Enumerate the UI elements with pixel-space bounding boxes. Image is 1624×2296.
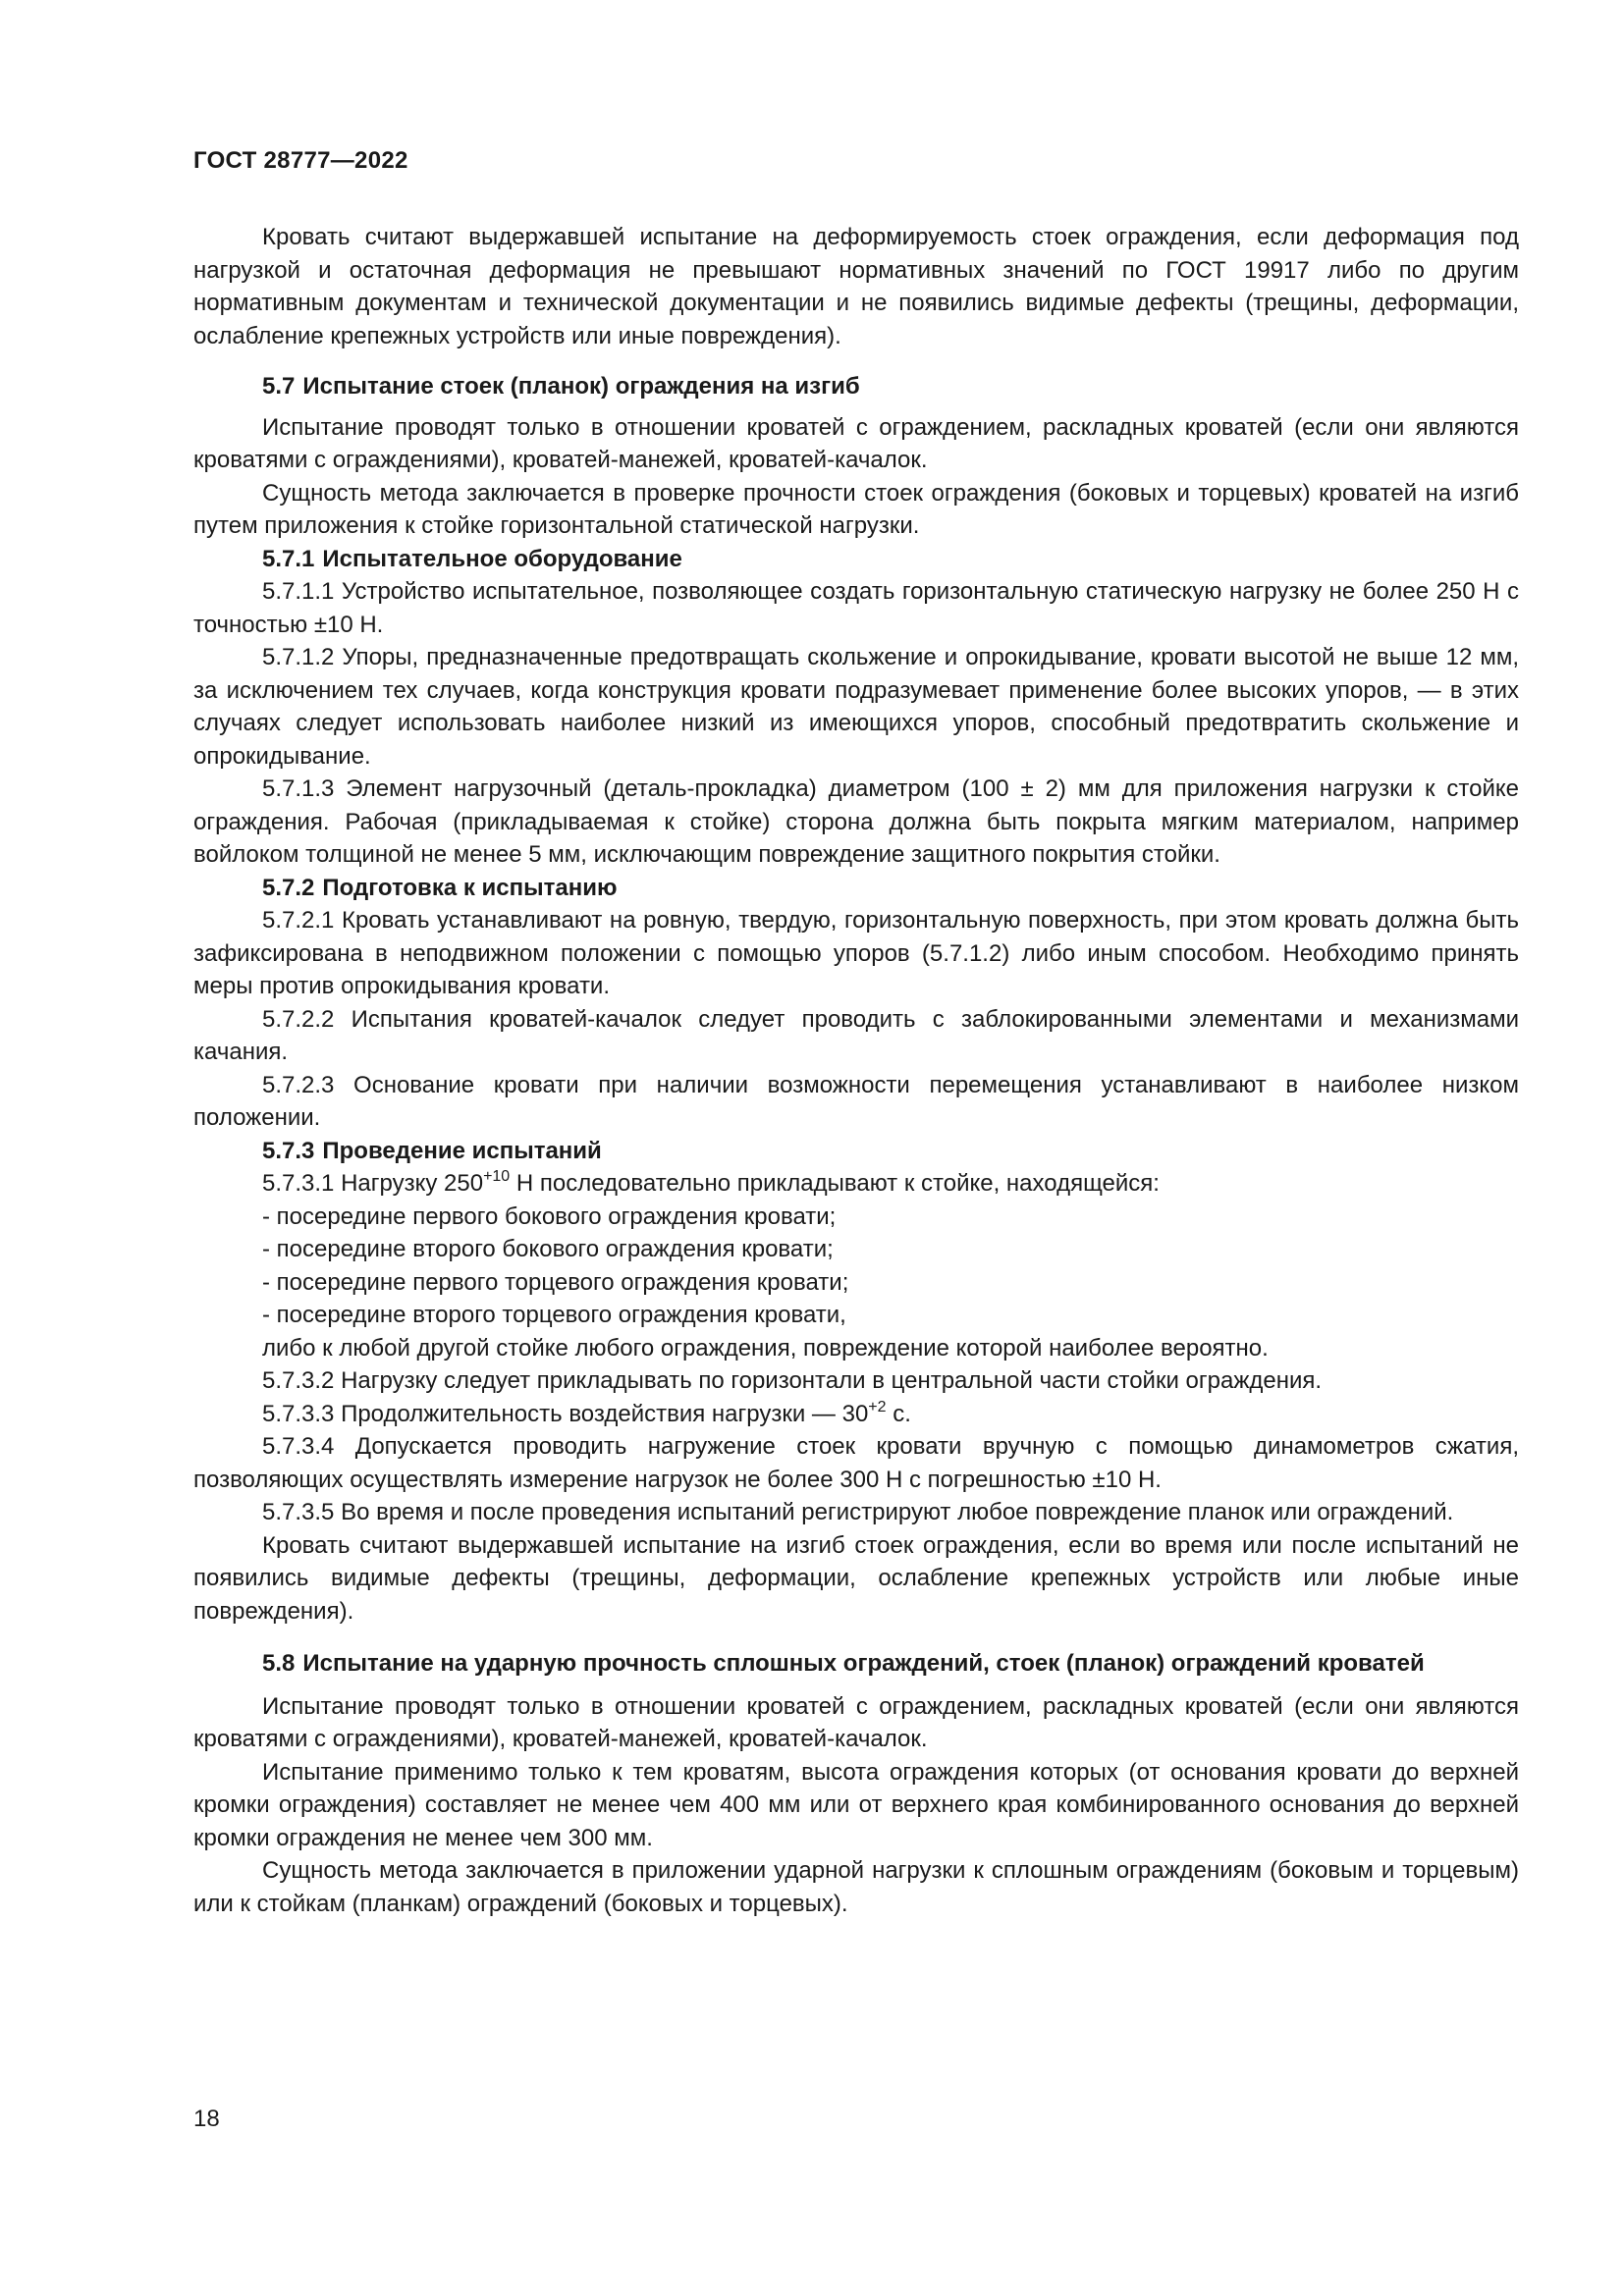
paragraph-5-7-2-3: 5.7.2.3 Основание кровати при наличии возможности перемещения устанавливают в наиболее низком положении. — [193, 1071, 1519, 1131]
section-number: 5.7 — [262, 373, 296, 400]
paragraph-list-end: либо к любой другой стойке любого ограждения, повреждение которой наиболее вероятно. — [262, 1334, 1269, 1362]
paragraph-method-5-8: Сущность метода заключается в приложении ударной нагрузки к сплошным ограждениям (боковым и торцевым) или к стойкам (планкам) ограждений (боковых и торцевых). — [193, 1857, 1519, 1917]
text-run: 5.7.3.1 Нагрузку 250 — [262, 1170, 484, 1197]
paragraph-5-7-2-1: 5.7.2.1 Кровать устанавливают на ровную, твердую, горизонтальную поверхность, при этом кровать должна быть зафиксирована в неподвижном положении с помощью упоров (5.7.1.2) либо иным способом. Необходимо принять меры против опрокидывания кровати. — [193, 907, 1519, 999]
section-number: 5.7.2 — [262, 874, 315, 901]
subsection-heading-5-7-2 — [193, 872, 1519, 905]
paragraph-method: Сущность метода заключается в проверке прочности стоек ограждения (боковых и торцевых) кроватей на изгиб путем приложения к стойке горизонтальной статической нагрузки. — [193, 479, 1519, 539]
text-run: с. — [886, 1400, 911, 1427]
paragraph-5-7-3-1 — [193, 1167, 1519, 1201]
section-number: 5.8 — [262, 1650, 296, 1677]
paragraph-5-7-1-3: 5.7.1.3 Элемент нагрузочный (деталь-прокладка) диаметром (100 ± 2) мм для приложения нагрузки к стойке ограждения. Рабочая (прикладываемая к стойке) сторона должна быть покрыта мягким материалом, например войлоком толщиной не менее 5 мм, исключающим повреждение защитного покрытия стойки. — [193, 775, 1519, 868]
page-number: 18 — [193, 2106, 220, 2132]
text-run: Н последовательно прикладывают к стойке, находящейся: — [510, 1170, 1160, 1197]
paragraph-deformation-result: Кровать считают выдержавшей испытание на деформируемость стоек ограждения, если деформация под нагрузкой и остаточная деформация не превышают нормативных значений по ГОСТ 19917 либо по другим нормативным документам и технической документации и не появились видимые дефекты (трещины, деформации, ослабление крепежных устройств или иные повреждения). — [193, 224, 1519, 349]
document-body — [193, 221, 1519, 1920]
section-heading-5-8 — [193, 1628, 1519, 1690]
subsection-heading-5-7-3 — [193, 1135, 1519, 1168]
paragraph-5-7-3-4: 5.7.3.4 Допускается проводить нагружение стоек кровати вручную с помощью динамометров сжатия, позволяющих осуществлять измерение нагрузок не более 300 Н с погрешностью ±10 Н. — [193, 1433, 1519, 1493]
section-title: Испытание стоек (планок) ограждения на изгиб — [302, 373, 860, 400]
paragraph-5-7-3-2: 5.7.3.2 Нагрузку следует прикладывать по горизонтали в центральной части стойки ограждения. — [262, 1367, 1323, 1394]
paragraph-bending-result: Кровать считают выдержавшей испытание на изгиб стоек ограждения, если во время или после испытаний не появились видимые дефекты (трещины, деформации, ослабление крепежных устройств или любые иные повреждения). — [193, 1531, 1519, 1625]
section-title: Испытание на ударную прочность сплошных ограждений, стоек (планок) ограждений кроватей — [302, 1650, 1425, 1677]
document-page — [193, 0, 1519, 2296]
paragraph-scope-5-8: Испытание проводят только в отношении кроватей с ограждением, раскладных кроватей (если они являются кроватями с ограждениями), кроватей-манежей, кроватей-качалок. — [193, 1692, 1519, 1752]
paragraph-scope: Испытание проводят только в отношении кроватей с ограждением, раскладных кроватей (если они являются кроватями с ограждениями), кроватей-манежей, кроватей-качалок. — [193, 413, 1519, 473]
section-number: 5.7.1 — [262, 545, 315, 572]
paragraph-5-7-2-2: 5.7.2.2 Испытания кроватей-качалок следует проводить с заблокированными элементами и механизмами качания. — [193, 1005, 1519, 1065]
section-number: 5.7.3 — [262, 1137, 315, 1164]
list-item: - посередине первого торцевого ограждения кровати; — [262, 1268, 849, 1296]
subsection-heading-5-7-1 — [193, 543, 1519, 576]
document-header: ГОСТ 28777—2022 — [193, 147, 408, 174]
list-item: - посередине второго торцевого ограждения кровати, — [262, 1302, 846, 1328]
superscript-tolerance: +2 — [868, 1398, 887, 1415]
list-item: - посередине второго бокового ограждения кровати; — [262, 1236, 834, 1262]
list-item: - посередине первого бокового ограждения кровати; — [262, 1202, 837, 1230]
superscript-tolerance: +10 — [483, 1168, 511, 1185]
paragraph-5-7-3-5: 5.7.3.5 Во время и после проведения испытаний регистрируют любое повреждение планок или ограждений. — [262, 1499, 1454, 1525]
section-title: Подготовка к испытанию — [322, 874, 618, 901]
paragraph-applicability: Испытание применимо только к тем кроватям, высота ограждения которых (от основания кровати до верхней кромки ограждения) составляет не менее чем 400 мм или от верхнего края комбинированного основания до верхней кромки ограждения не менее чем 300 мм. — [193, 1758, 1519, 1851]
paragraph-5-7-1-2: 5.7.1.2 Упоры, предназначенные предотвращать скольжение и опрокидывание, кровати высотой не выше 12 мм, за исключением тех случаев, когда конструкция кровати подразумевает применение более высоких упоров, — в этих случаях следует использовать наиболее низкий из имеющихся упоров, способный предотвратить скольжение и опрокидывание. — [193, 644, 1519, 770]
paragraph-5-7-3-3 — [193, 1398, 1519, 1431]
section-title: Испытательное оборудование — [322, 545, 682, 572]
section-heading-5-7 — [193, 352, 1519, 411]
text-run: 5.7.3.3 Продолжительность воздействия нагрузки — 30 — [262, 1400, 869, 1427]
section-title: Проведение испытаний — [322, 1137, 602, 1164]
paragraph-5-7-1-1: 5.7.1.1 Устройство испытательное, позволяющее создать горизонтальную статическую нагрузку не более 250 Н с точностью ±10 Н. — [193, 578, 1519, 638]
